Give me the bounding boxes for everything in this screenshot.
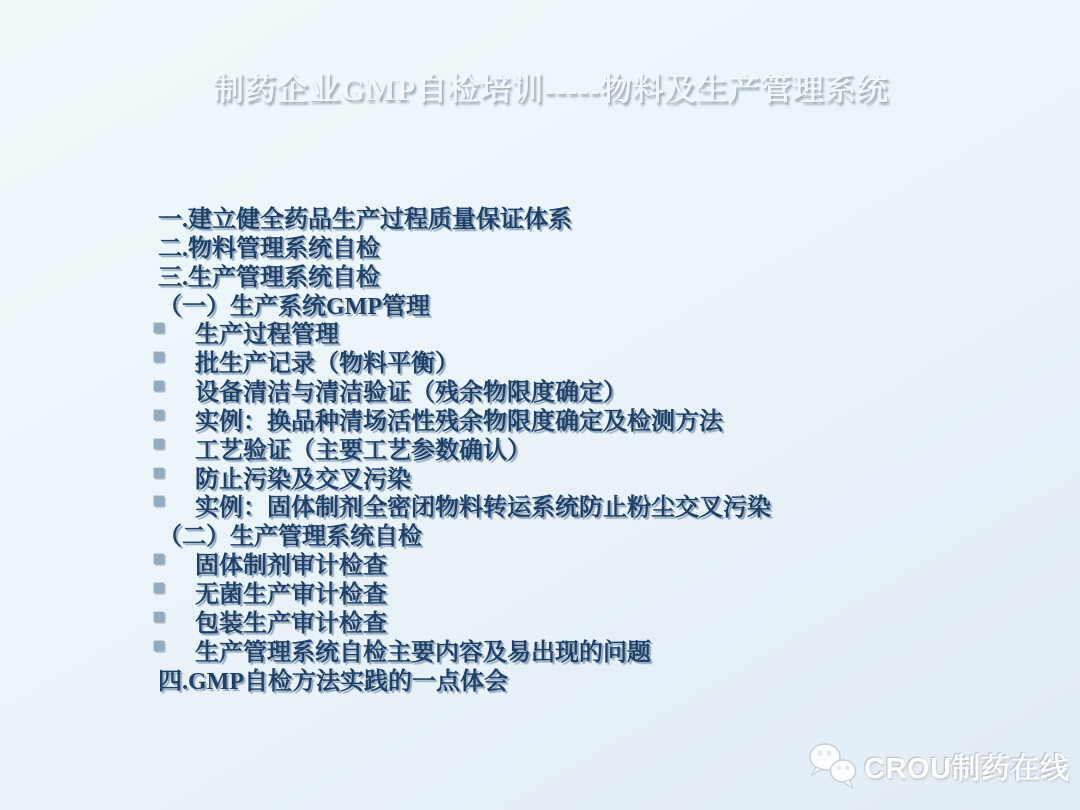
outline-item-text: 实例：换品种清场活性残余物限度确定及检测方法 (195, 408, 723, 435)
outline-item-text: 三.生产管理系统自检 (158, 264, 380, 291)
square-bullet-icon (153, 611, 164, 622)
outline-item-bullet (158, 632, 938, 666)
outline-item-text: 生产管理系统自检主要内容及易出现的问题 (195, 639, 651, 666)
outline-item-bullet (158, 545, 938, 580)
outline-item-text: 四.GMP自检方法实践的一点体会 (158, 668, 508, 695)
square-bullet-icon (153, 640, 164, 651)
outline-item-numbered (158, 257, 938, 291)
wechat-bubbles-icon (806, 740, 862, 792)
square-bullet-icon (153, 553, 164, 564)
outline-item-bullet (158, 401, 938, 435)
square-bullet-icon (153, 380, 164, 391)
outline-item-text: 一.建立健全药品生产过程质量保证体系 (158, 207, 572, 233)
outline-list (158, 199, 938, 695)
outline-item-numbered (158, 661, 938, 695)
outline-item-bullet (158, 430, 938, 464)
outline-item-text: 批生产记录（物料平衡） (195, 351, 459, 378)
square-bullet-icon (153, 322, 164, 333)
outline-item-numbered (158, 228, 938, 262)
watermark (806, 740, 1069, 792)
outline-item-text: 固体制剂审计检查 (195, 553, 387, 580)
outline-item-text: 工艺验证（主要工艺参数确认） (195, 437, 531, 464)
outline-item-text: 生产过程管理 (195, 322, 339, 349)
outline-item-bullet (158, 603, 938, 637)
outline-item-bullet (158, 574, 938, 608)
outline-item-text: 实例：固体制剂全密闭物料转运系统防止粉尘交叉污染 (195, 495, 771, 522)
outline-item-text: （一）生产系统GMP管理 (158, 293, 430, 320)
outline-item-text: 设备清洁与清洁验证（残余物限度确定） (195, 380, 627, 407)
square-bullet-icon (153, 582, 164, 593)
outline-item-text: 无菌生产审计检查 (195, 581, 387, 608)
square-bullet-icon (153, 495, 164, 506)
outline-item-bullet (158, 459, 938, 493)
square-bullet-icon (153, 409, 164, 420)
outline-item-bullet (158, 314, 938, 349)
slide-title: 制药企业GMP自检培训-----物料及生产管理系统 (213, 72, 889, 107)
outline-item-bullet (158, 343, 938, 378)
outline-item-section (158, 516, 938, 551)
outline-item-text: （二）生产管理系统自检 (158, 524, 422, 551)
outline-item-text: 防止污染及交叉污染 (195, 466, 411, 493)
square-bullet-icon (153, 438, 164, 449)
outline-item-bullet (158, 487, 938, 522)
outline-item-section (158, 286, 938, 320)
outline-item-text: 二.物料管理系统自检 (158, 235, 380, 262)
square-bullet-icon (153, 467, 164, 478)
outline-item-numbered (158, 199, 938, 233)
watermark-brand-text: CROU制药在线 (864, 752, 1070, 785)
outline-item-text: 包装生产审计检查 (195, 610, 387, 637)
outline-item-bullet (158, 372, 938, 407)
square-bullet-icon (153, 351, 164, 362)
